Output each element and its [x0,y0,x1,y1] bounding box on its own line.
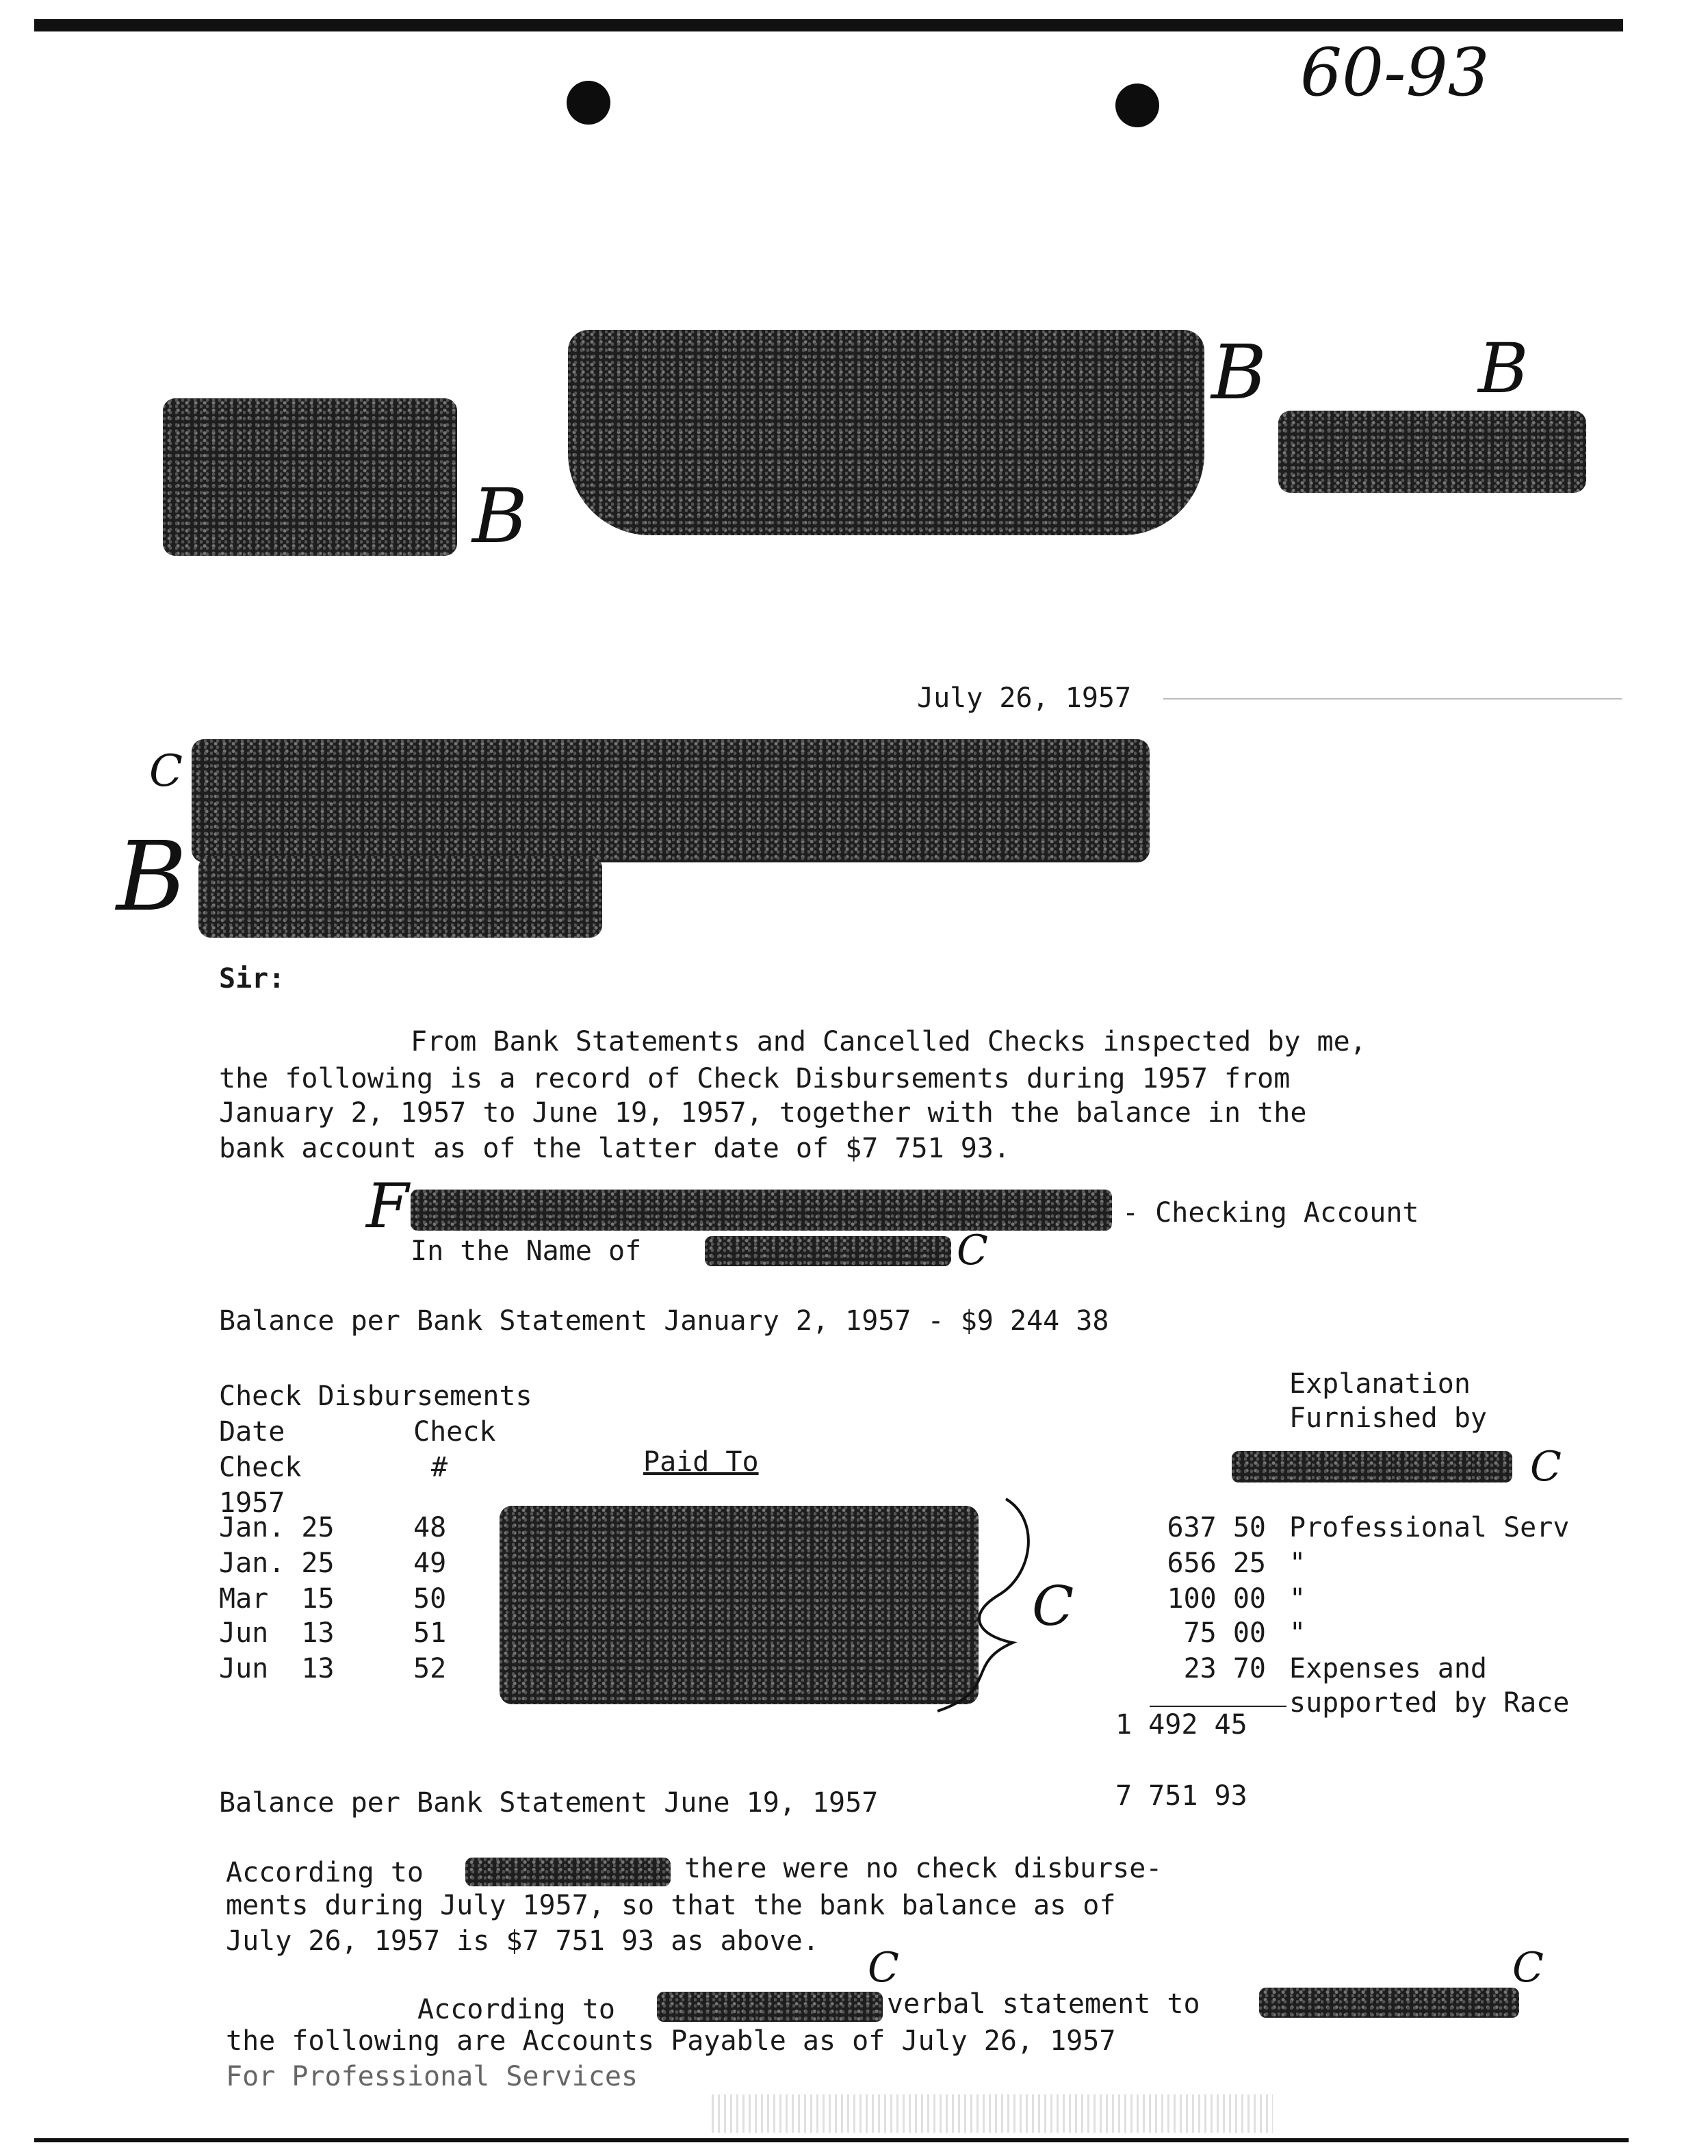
handwritten-mark: C [957,1227,988,1274]
handwritten-file-number: 60-93 [1300,34,1490,111]
intro-line: From Bank Statements and Cancelled Checks inspected by me, [411,1026,1367,1057]
intro-line: bank account as of the latter date of $7 751 93. [219,1133,1010,1164]
table-row-amount: 23 70 [1183,1653,1266,1684]
column-header-explanation: Explanation [1289,1368,1471,1400]
in-name-of-label: In the Name of [411,1235,642,1267]
table-row-explanation: " [1289,1583,1306,1615]
table-row-explanation: Expenses and [1289,1653,1487,1684]
disbursement-total: 1 492 45 [1115,1709,1247,1741]
redaction-block [568,330,1204,535]
handwritten-mark: B [472,472,528,560]
table-heading: Check Disbursements [219,1381,532,1412]
table-row-check: 51 [413,1617,447,1649]
handwritten-mark: C [1512,1944,1544,1992]
letter-date: July 26, 1957 [917,682,1132,714]
column-header-date: Check [219,1452,302,1483]
redaction-block [163,398,457,556]
para2-line: July 26, 1957 is $7 751 93 as above. [226,1925,819,1957]
punch-hole-right [1115,84,1159,127]
punch-hole-left [567,81,610,125]
intro-line: the following is a record of Check Disbursements during 1957 from [219,1063,1291,1094]
column-header-paid-to: Paid To [643,1446,759,1478]
closing-balance-label: Balance per Bank Statement June 19, 1957 [219,1787,879,1819]
redaction-block [1232,1451,1512,1483]
para2-line: ments during July 1957, so that the bank balance as of [226,1890,1116,1921]
redaction-block [1259,1988,1519,2018]
handwritten-mark: B [116,821,187,933]
handwritten-mark: C [1530,1443,1562,1491]
table-row-amount: 75 00 [1183,1617,1266,1649]
table-row-explanation: Professional Serv [1289,1512,1570,1543]
opening-balance-line: Balance per Bank Statement January 2, 1957 - $9 244 38 [219,1305,1109,1337]
redaction-block [192,739,1150,862]
table-row-date: Jan. 25 [219,1512,335,1543]
column-header-date: Date [219,1416,285,1448]
column-header-check: # [431,1452,448,1483]
para3-line: According to [417,1994,615,2025]
para2-line: According to [226,1857,424,1888]
table-row-date: Jun 13 [219,1617,335,1649]
column-header-explanation: Furnished by [1289,1402,1487,1434]
table-row-date: Jun 13 [219,1653,335,1684]
handwritten-mark: B [1478,329,1529,409]
redaction-block [411,1190,1112,1231]
table-row-amount: 100 00 [1167,1583,1266,1615]
redaction-block [1278,411,1586,493]
para3-line: verbal statement to [887,1988,1200,2020]
table-row-date: Jan. 25 [219,1548,335,1579]
handwritten-mark: C [868,1944,899,1992]
handwritten-mark: C [149,746,183,797]
table-row-check: 49 [413,1548,447,1579]
scan-top-edge [34,19,1629,31]
closing-balance-amount: 7 751 93 [1115,1780,1247,1812]
table-row-check: 50 [413,1583,447,1615]
table-row-amount: 637 50 [1167,1512,1266,1543]
column-header-check: Check [413,1416,496,1448]
table-row-date: Mar 15 [219,1583,335,1615]
redaction-block [500,1506,979,1704]
scan-right-edge [1623,19,1630,2141]
handwritten-mark: C [1032,1574,1074,1638]
para3-line: the following are Accounts Payable as of July 26, 1957 [226,2025,1116,2057]
handwritten-mark: B [1211,329,1267,416]
scan-bottom-edge [34,2138,1629,2142]
column-header-date: 1957 [219,1487,285,1519]
redaction-block [198,856,602,938]
table-row-amount: 656 25 [1167,1548,1266,1579]
table-row-explanation-continued: supported by Race [1289,1687,1570,1719]
salutation: Sir: [219,963,285,994]
table-row-check: 48 [413,1512,447,1543]
scan-noise [712,2094,1273,2133]
handwritten-mark: F [366,1170,409,1242]
redaction-block [705,1236,951,1266]
table-row-explanation: " [1289,1548,1306,1579]
account-type: - Checking Account [1122,1197,1419,1229]
redaction-block [465,1858,671,1886]
redaction-block [657,1992,883,2022]
intro-line: January 2, 1957 to June 19, 1957, together with the balance in the [219,1097,1307,1129]
table-row-check: 52 [413,1653,447,1684]
table-row-explanation: " [1289,1617,1306,1649]
para2-line: there were no check disburse- [684,1853,1163,1884]
para3-line: For Professional Services [226,2061,638,2092]
